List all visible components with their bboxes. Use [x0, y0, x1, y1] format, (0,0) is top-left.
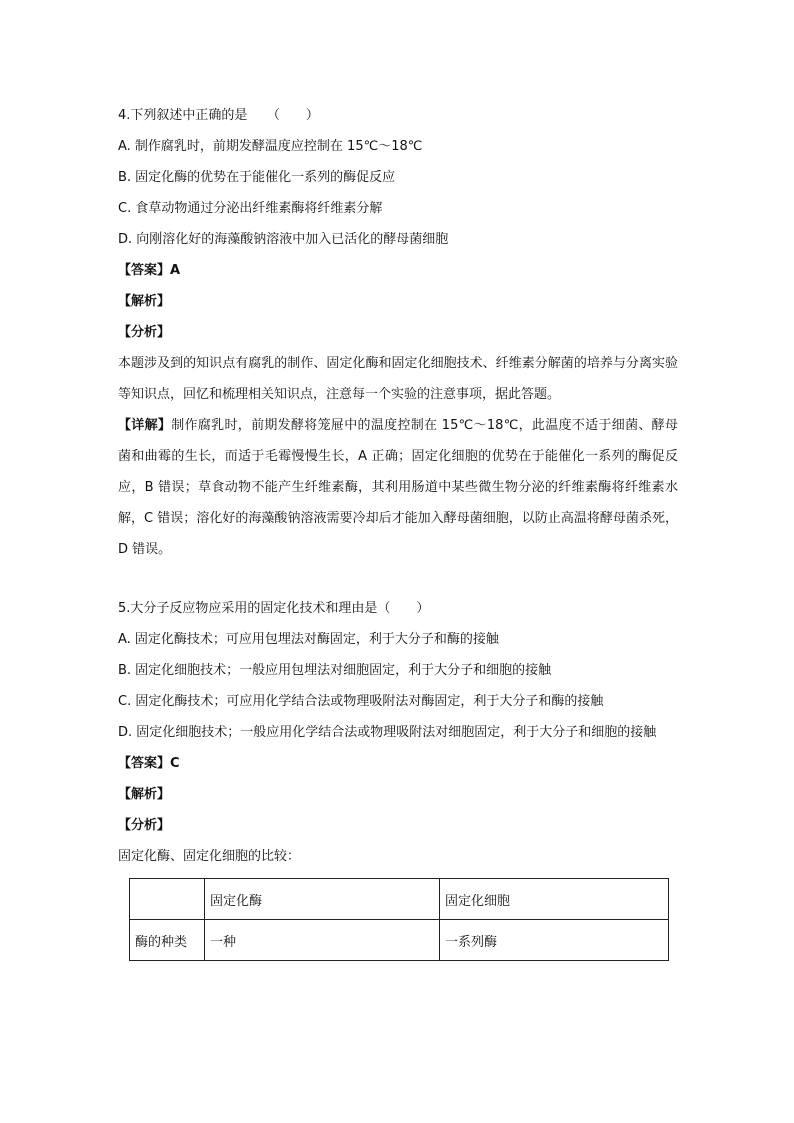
- table-row: [130, 920, 669, 961]
- q5-title: 5.大分子反应物应采用的固定化技术和理由是（ ）: [118, 601, 430, 616]
- table-header-cell: 固定化酶: [205, 879, 440, 920]
- q5-fenxi-heading: 【分析】: [118, 818, 171, 833]
- q4-option-c: C. 食草动物通过分泌出纤维素酶将纤维素分解: [118, 201, 383, 216]
- q4-fenxi-text: 本题涉及到的知识点有腐乳的制作、固定化酶和固定化细胞技术、纤维素分解菌的培养与分离实验等知识点，回忆和梳理相关知识点，注意每一个实验的注意事项，据此答题。: [118, 356, 678, 402]
- table-header-cell: 固定化细胞: [440, 879, 669, 920]
- q4-option-d: D. 向刚溶化好的海藻酸钠溶液中加入已活化的酵母菌细胞: [118, 232, 449, 247]
- q4-title: 4.下列叙述中正确的是 （ ）: [118, 108, 319, 123]
- q5-option-d: D. 固定化细胞技术；一般应用化学结合法或物理吸附法对细胞固定，利于大分子和细胞的接触: [118, 725, 657, 740]
- q5-option-c: C. 固定化酶技术；可应用化学结合法或物理吸附法对酶固定，利于大分子和酶的接触: [118, 694, 604, 709]
- table-cell: 酶的种类: [130, 920, 205, 961]
- q4-fenxi-heading: 【分析】: [118, 325, 171, 340]
- q4-option-a: A. 制作腐乳时，前期发酵温度应控制在 15℃～18℃: [118, 139, 423, 154]
- table-cell: 一种: [205, 920, 440, 961]
- q4-answer: 【答案】A: [118, 263, 181, 278]
- q4-detail-text: 制作腐乳时，前期发酵将笼屉中的温度控制在 15℃～18℃，此温度不适于细菌、酵母菌和曲霉的生长，而适于毛霉慢慢生长，A 正确；固定化细胞的优势在于能催化一系列的酶促反应，B 错误；草食动物不能产生纤维素酶，其利用肠道中某些微生物分泌的纤维素酶将纤维素水解，C 错误；溶化好的海藻酸钠溶液需要冷却后才能加入酵母菌细胞，以防止高温将酵母菌杀死，D 错误。: [118, 418, 678, 557]
- q5-option-b: B. 固定化细胞技术；一般应用包埋法对细胞固定，利于大分子和细胞的接触: [118, 663, 552, 678]
- q4-option-b: B. 固定化酶的优势在于能催化一系列的酶促反应: [118, 170, 396, 185]
- q5-option-a: A. 固定化酶技术；可应用包埋法对酶固定，利于大分子和酶的接触: [118, 632, 499, 647]
- table-cell: 一系列酶: [440, 920, 669, 961]
- table-header-cell: [130, 879, 205, 920]
- q5-analysis-heading: 【解析】: [118, 787, 171, 802]
- q5-compare-intro: 固定化酶、固定化细胞的比较：: [118, 849, 301, 864]
- q4-detail-label: 【详解】: [118, 418, 172, 433]
- table-header-row: [130, 879, 669, 920]
- q4-analysis-heading: 【解析】: [118, 294, 171, 309]
- document-page: [118, 100, 678, 961]
- comparison-table: [129, 878, 669, 961]
- q4-detail: [118, 410, 678, 565]
- question-gap: [118, 565, 678, 593]
- q5-answer: 【答案】C: [118, 756, 180, 771]
